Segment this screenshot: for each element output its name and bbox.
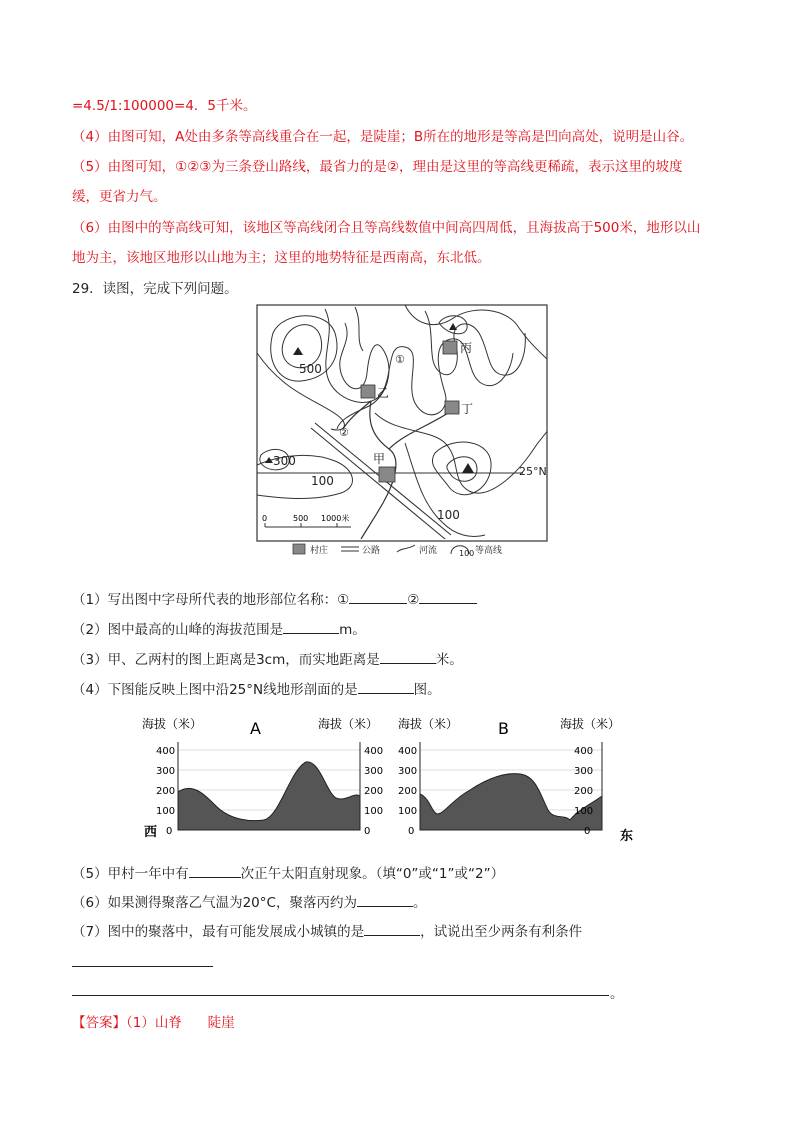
answer-4: （4）由图可知，A处由多条等高线重合在一起，是陡崖；B所在的地形是等高是凹向高处，说明是山谷。 — [72, 129, 694, 145]
answer-5-line2: 缓，更省力气。 — [72, 189, 167, 205]
svg-text:400: 400 — [398, 746, 418, 757]
blank-1a[interactable] — [349, 589, 407, 604]
svg-text:200: 200 — [574, 786, 594, 797]
blank-2[interactable] — [283, 619, 339, 634]
svg-text:500: 500 — [293, 514, 309, 523]
question-7: （7）图中的聚落中，最有可能发展成小城镇的是 ，试说出至少两条有利条件 — [72, 921, 582, 942]
svg-text:100: 100 — [364, 806, 384, 817]
answer-line — [72, 1013, 235, 1033]
village-yi — [361, 385, 375, 398]
question-5: （5）甲村一年中有 次正午太阳直射现象。（填“0”或“1”或“2”） — [72, 863, 504, 884]
svg-text:100: 100 — [398, 806, 418, 817]
profile-charts — [140, 710, 640, 850]
blank-7[interactable] — [364, 921, 420, 936]
question-4: （4）下图能反映上图中沿25°N线地形剖面的是 图。 — [72, 679, 441, 700]
question-2: （2）图中最高的山峰的海拔范围是 m。 — [72, 619, 366, 640]
question-7-end: 。 — [610, 986, 624, 1002]
answer-label: 【答案】 — [72, 1015, 126, 1031]
contour-map — [255, 303, 555, 565]
svg-text:100: 100 — [459, 549, 475, 558]
profile-b — [398, 716, 633, 844]
west-label: 西 — [144, 825, 158, 840]
svg-text:0: 0 — [262, 514, 268, 523]
answer-text: （1）山脊 陡崖 — [126, 1015, 235, 1031]
svg-text:1000米: 1000米 — [321, 514, 350, 523]
question-3: （3）甲、乙两村的图上距离是3cm，而实地距离是 米。 — [72, 649, 463, 670]
svg-text:100: 100 — [574, 806, 594, 817]
answer-rule-1[interactable] — [72, 966, 213, 967]
svg-text:海拔（米）: 海拔（米） — [398, 717, 459, 731]
svg-text:等高线: 等高线 — [475, 546, 503, 556]
question-29-title: 29．读图，完成下列问题。 — [72, 281, 238, 297]
svg-text:海拔（米）: 海拔（米） — [142, 717, 203, 731]
contour-label-100b: 100 — [437, 508, 460, 522]
village-bing — [443, 341, 457, 354]
blank-1b[interactable] — [419, 589, 477, 604]
svg-text:200: 200 — [398, 786, 418, 797]
svg-text:海拔（米）: 海拔（米） — [560, 717, 621, 731]
svg-text:400: 400 — [364, 746, 384, 757]
svg-text:300: 300 — [364, 766, 384, 777]
question-6: （6）如果测得聚落乙气温为20°C，聚落丙约为 。 — [72, 892, 426, 913]
svg-text:0: 0 — [364, 826, 371, 837]
answer-5-line1: （5）由图可知，①②③为三条登山路线，最省力的是②，理由是这里的等高线更稀疏，表示这里的坡度 — [72, 159, 683, 175]
svg-text:200: 200 — [364, 786, 384, 797]
village-ding — [445, 401, 459, 414]
blank-5[interactable] — [189, 863, 241, 878]
svg-text:河流: 河流 — [419, 546, 438, 556]
svg-text:200: 200 — [156, 786, 176, 797]
question-1: （1）写出图中字母所代表的地形部位名称：① ② — [72, 589, 477, 610]
map-legend — [293, 544, 502, 558]
svg-text:400: 400 — [156, 746, 176, 757]
svg-text:0: 0 — [408, 826, 415, 837]
svg-text:B: B — [498, 719, 509, 738]
contour-label-300: 300 — [273, 454, 296, 468]
answer-rule-2[interactable] — [72, 995, 609, 996]
svg-text:300: 300 — [398, 766, 418, 777]
svg-text:300: 300 — [156, 766, 176, 777]
svg-text:100: 100 — [156, 806, 176, 817]
svg-text:400: 400 — [574, 746, 594, 757]
label-ding: 丁 — [461, 402, 474, 416]
contour-label-500: 500 — [299, 362, 322, 376]
route-label-2: ② — [339, 426, 349, 439]
label-bing: 丙 — [460, 341, 473, 355]
contour-label-100a: 100 — [311, 474, 334, 488]
blank-4[interactable] — [358, 679, 414, 694]
blank-3[interactable] — [380, 649, 436, 664]
svg-text:0: 0 — [584, 826, 591, 837]
answer-6-line1: （6）由图中的等高线可知，该地区等高线闭合且等高线数值中间高四周低，且海拔高于500米，地形以山 — [72, 220, 701, 236]
label-yi: 乙 — [377, 386, 390, 400]
svg-text:海拔（米）: 海拔（米） — [318, 717, 379, 731]
latitude-label: 25°N — [519, 465, 547, 478]
profile-a — [142, 716, 383, 840]
answer-6-line2: 地为主，该地区地形以山地为主；这里的地势特征是西南高，东北低。 — [72, 250, 491, 266]
svg-text:村庄: 村庄 — [310, 546, 329, 556]
label-jia: 甲 — [373, 452, 386, 466]
village-jia — [379, 467, 395, 482]
answer-line-scale: =4.5/1:100000=4．5千米。 — [72, 98, 257, 114]
svg-text:0: 0 — [166, 826, 173, 837]
svg-text:300: 300 — [574, 766, 594, 777]
east-label: 东 — [620, 829, 634, 844]
svg-text:公路: 公路 — [362, 546, 381, 556]
svg-text:A: A — [250, 719, 261, 738]
route-label-1: ① — [395, 353, 405, 366]
blank-6[interactable] — [357, 892, 413, 907]
